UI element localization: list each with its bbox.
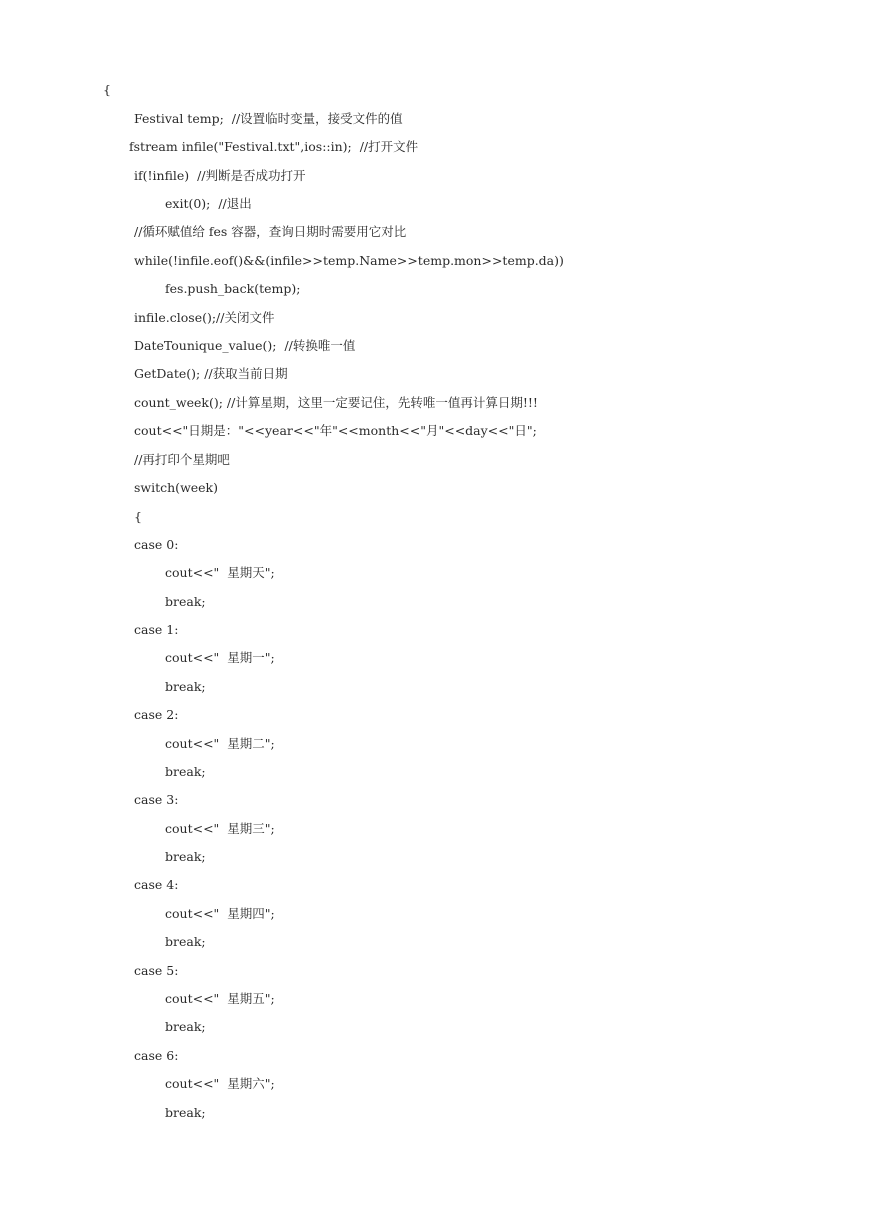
code-line-cout-date: cout<<"日期是："<<year<<"年"<<month<<"月"<<day<<"日"; [134,423,537,438]
code-line-case-4: case 4: [134,877,179,892]
code-line-getdate: GetDate(); //获取当前日期 [134,366,288,381]
code-line-cout-friday: cout<<" 星期五"; [165,991,275,1006]
code-line-open-brace: { [103,82,111,97]
code-line-cout-tuesday: cout<<" 星期二"; [165,736,275,751]
code-line-case-6: case 6: [134,1048,179,1063]
code-line-festival-temp: Festival temp; //设置临时变量，接受文件的值 [134,111,403,126]
code-line-case-1: case 1: [134,622,179,637]
code-line-case-3: case 3: [134,792,179,807]
code-line-case-2: case 2: [134,707,179,722]
code-line-cout-saturday: cout<<" 星期六"; [165,1076,275,1091]
code-line-break-6: break; [165,1105,206,1120]
code-line-cout-monday: cout<<" 星期一"; [165,650,275,665]
code-line-break-0: break; [165,594,206,609]
code-line-cout-sunday: cout<<" 星期天"; [165,565,275,580]
code-line-close: infile.close();//关闭文件 [134,310,275,325]
code-line-fstream: fstream infile("Festival.txt",ios::in); //打开文件 [129,139,419,154]
code-line-comment-week: //再打印个星期吧 [134,452,230,467]
code-line-while: while(!infile.eof()&&(infile>>temp.Name>>temp.mon>>temp.da)) [134,253,564,268]
code-line-break-5: break; [165,1019,206,1034]
code-line-switch: switch(week) [134,480,219,495]
code-line-comment-loop: //循环赋值给 fes 容器，查询日期时需要用它对比 [134,224,407,239]
code-line-break-3: break; [165,849,206,864]
code-line-cout-wednesday: cout<<" 星期三"; [165,821,275,836]
code-line-if-infile: if(!infile) //判断是否成功打开 [134,168,306,183]
code-line-break-2: break; [165,764,206,779]
code-line-push-back: fes.push_back(temp); [165,281,301,296]
code-line-case-0: case 0: [134,537,179,552]
code-line-break-1: break; [165,679,206,694]
code-line-exit: exit(0); //退出 [165,196,252,211]
code-line-cout-thursday: cout<<" 星期四"; [165,906,275,921]
code-line-case-5: case 5: [134,963,179,978]
code-line-unique-value: DateTounique_value(); //转换唯一值 [134,338,356,353]
code-line-switch-brace: { [134,509,142,524]
code-line-count-week: count_week(); //计算星期，这里一定要记住，先转唯一值再计算日期!!! [134,395,538,410]
code-line-break-4: break; [165,934,206,949]
